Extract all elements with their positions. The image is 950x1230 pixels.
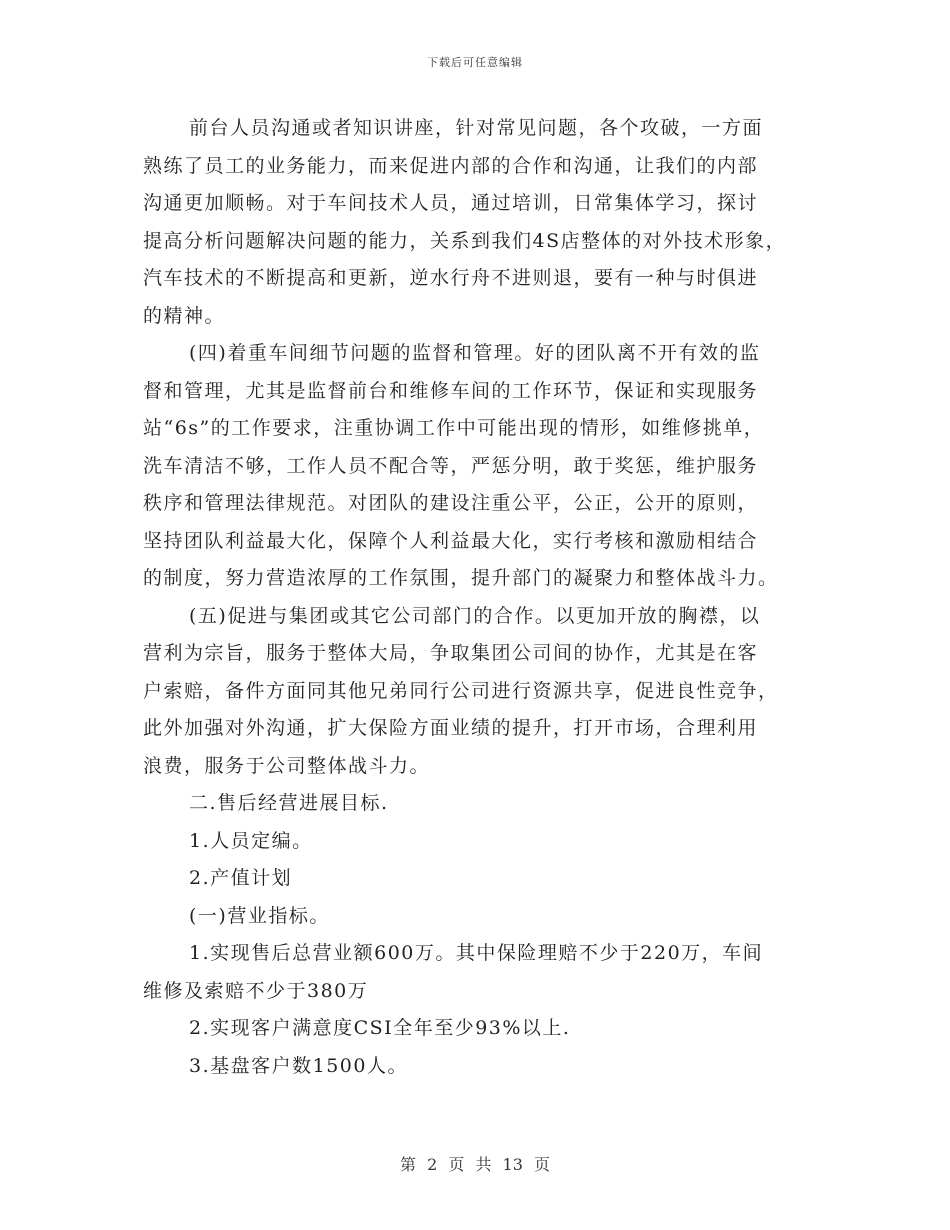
body-text-line: 1.人员定编。 <box>189 829 313 852</box>
body-text-line: 前台人员沟通或者知识讲座，针对常见问题，各个攻破，一方面 <box>189 117 764 139</box>
document-body <box>143 110 808 1085</box>
body-text-line: 洗车清洁不够，工作人员不配合等，严惩分明，敢于奖惩，维护服务 <box>143 454 759 477</box>
body-text-line: (五)促进与集团或其它公司部门的合作。以更加开放的胸襟，以 <box>189 604 761 627</box>
body-text-line: (四)着重车间细节问题的监督和管理。好的团队离不开有效的监 <box>189 342 761 364</box>
body-text-line: 2.产值计划 <box>189 867 293 889</box>
body-text-line: 此外加强对外沟通，扩大保险方面业绩的提升，打开市场，合理利用 <box>143 717 759 739</box>
body-text-line: 沟通更加顺畅。对于车间技术人员，通过培训，日常集体学习，探讨 <box>143 192 759 214</box>
page-footer: 第 2 页 共 13 页 <box>400 1155 550 1174</box>
body-text-line: 提高分析问题解决问题的能力，关系到我们4S店整体的对外技术形象， <box>143 229 787 252</box>
body-text-line: 站“6s”的工作要求，注重协调工作中可能出现的情形，如维修挑单， <box>143 417 765 439</box>
body-text-line: 汽车技术的不断提高和更新，逆水行舟不进则退，要有一种与时俱进 <box>143 267 759 289</box>
body-text-line: 督和管理，尤其是监督前台和维修车间的工作环节，保证和实现服务 <box>143 379 759 402</box>
page-header: 下载后可任意编辑 <box>427 56 523 69</box>
body-text-line: (一)营业指标。 <box>189 904 330 927</box>
body-text-line: 3.基盘客户数1500人。 <box>189 1054 408 1077</box>
body-text-line: 熟练了员工的业务能力，而来促进内部的合作和沟通，让我们的内部 <box>143 154 759 177</box>
body-text-line: 户索赔，备件方面同其他兄弟同行公司进行资源共享，促进良性竞争， <box>143 679 779 702</box>
body-text-line: 坚持团队利益最大化，保障个人利益最大化，实行考核和激励相结合 <box>143 529 759 552</box>
body-text-line: 营利为宗旨，服务于整体大局，争取集团公司间的协作，尤其是在客 <box>143 642 759 664</box>
body-text-line: 二.售后经营进展目标. <box>189 792 389 814</box>
body-text-line: 的精神。 <box>143 304 226 327</box>
body-text-line: 2.实现客户满意度CSI全年至少93%以上. <box>189 1017 571 1039</box>
body-text-line: 维修及索赔不少于380万 <box>143 979 369 1002</box>
body-text-line: 秩序和管理法律规范。对团队的建设注重公平，公正，公开的原则， <box>143 492 759 514</box>
body-text-line: 浪费，服务于公司整体战斗力。 <box>143 754 431 777</box>
body-text-line: 的制度，努力营造浓厚的工作氛围，提升部门的凝聚力和整体战斗力。 <box>143 567 779 589</box>
body-text-line: 1.实现售后总营业额600万。其中保险理赔不少于220万，车间 <box>189 942 764 964</box>
